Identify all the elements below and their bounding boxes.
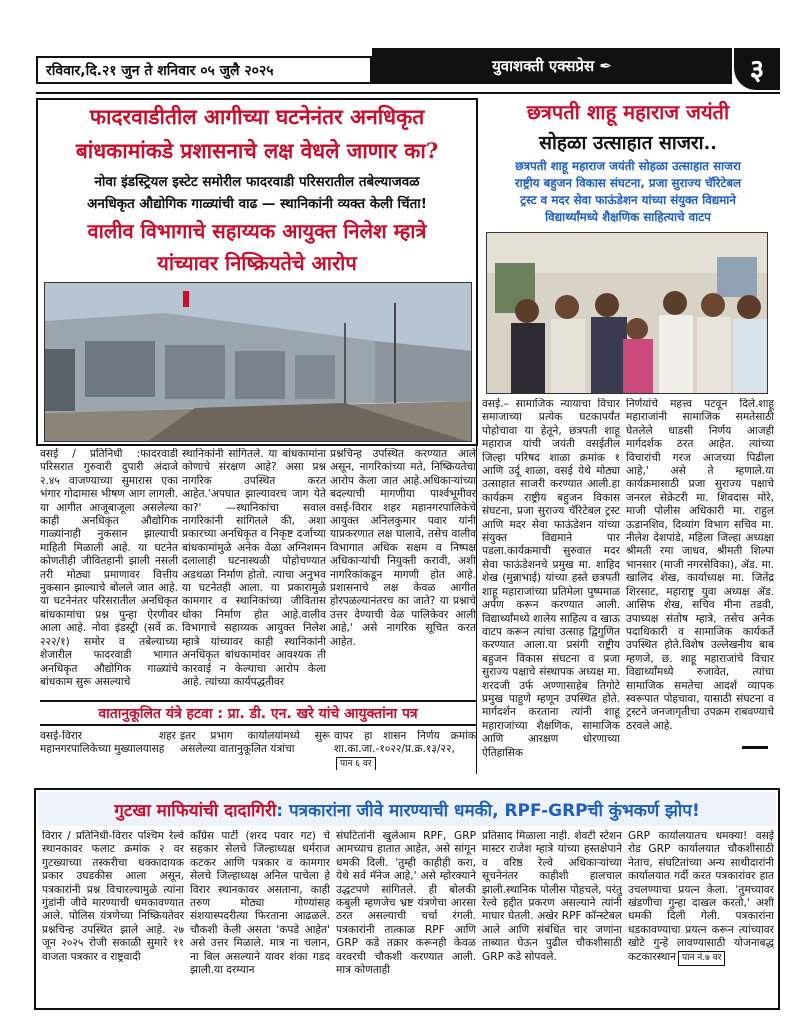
left-subheadline-line1: नोवा इंडस्ट्रियल इस्टेट समोरील फादरवाडी परिसरातील तबेल्याजवळ (94, 174, 420, 190)
left-story-column-3: प्रश्नचिन्ह उपस्थित करण्यात आले असून, नागरिकांच्या मते, निष्क्रियतेचा आरोप केला जात आहे.अधिकाऱ्यांच्या बदल्याची मागणीया पार्श्वभूमीवर वसई-विरार शहर महानगरपालिकेचे आयुक्त अनिलकुमार पवार यांनी याप्रकरणात लक्ष घालावे, तसेच वालीव विभागात अधिक सक्षम व निष्पक्ष अधिकाऱ्यांची नियुक्ती करावी, अशी नागरिकांकडून मागणी होत आहे. प्रशासनाचे लक्ष केवळ आगीत होरपळल्यानंतरच का जाते? या प्रश्नाचे उत्तर देण्याची वेळ पालिकेवर आली आहे,' असे नागरिक सूचित करत आहेत. (330, 448, 476, 648)
ac-story-column-3 (334, 730, 476, 770)
left-headline2-line1: वालीव विभागाचे सहाय्यक आयुक्त निलेश म्हात्रे (87, 219, 427, 243)
right-headline-line2: सोहळा उत्साहात साजरा.. (539, 132, 717, 154)
ac-story-column-3-text: वापर हा शासन निर्णय क्रमांक शा.का.जा.-१०२२/प्र.क्र.१३/२२, (334, 730, 476, 756)
masthead-label: युवाशक्ती एक्सप्रेस (492, 57, 595, 75)
right-story-column-1: वसई.– सामाजिक न्यायाचा विचार समाजाच्या प्रत्येक घटकापर्यंत पोहोचावा या हेतूने, छत्रपती शाहू महाराज यांची जयंती वसईतील जिल्हा परिषद शाळा क्रमांक १ आणि उर्दू शाळा, वसई येथे मोठ्या उत्साहात साजरी करण्यात आली.हा कार्यक्रम राष्ट्रीय बहुजन विकास संघटना, प्रजा सुराज्य चॅरिटेबल ट्रस्ट आणि मदर सेवा फाऊंडेशन यांच्या संयुक्त विद्यमाने पार पडला.कार्यक्रमाची सुरुवात मदर सेवा फाऊंडेशनचे प्रमुख मा. शाहिद शेख (मुन्नाभाई) यांच्या हस्ते छत्रपती शाहू महाराजांच्या प्रतिमेला पुष्पमाळ अर्पण करून करण्यात आली. विद्यार्थ्यांमध्ये शालेय साहित्य व खाऊ वाटप करून त्यांचा उत्साह द्विगुणित करण्यात आला.या प्रसंगी राष्ट्रीय बहुजन विकास संघटना व प्रजा सुराज्य पक्षाचे संस्थापक अध्यक्ष मा. शरदजी उर्फ अण्णासाहेब तिगोटे प्रमुख पाहुणे म्हणून उपस्थित होते. मार्गदर्शन करताना त्यांनी शाहू महाराजांच्या शैक्षणिक, सामाजिक आणि आरक्षण धोरणाच्या ऐतिहासिक (482, 398, 620, 758)
bottom-story-column-5-text: GRP कार्यालयातच धमक्या! वसई रोड GRP कार्यालयात चौकशीसाठी नेताच, संघटितांच्या अन्य साथीदारांनी कार्यालयात गर्दी करत पत्रकारांवर हात उचलण्याचा प्रयत्न केला. 'तुमच्यावर खंडणीचा गुन्हा दाखल करतो,' अशी धमकी दिली गेली. पत्रकारांना धडकावण्याचा प्रयत्न करून त्यांच्यावर खोटे गुन्हे लावण्यासाठी योजनाबद्ध कटकारस्थान (628, 830, 774, 963)
bottom-story-column-3: संघटितांनी खुलेआम RPF, GRP आमच्याच हातात आहेत, असे सांगून धमकी दिली. 'तुम्ही काहीही करा, येथे सर्व मॅनेज आहे,' असे म्होरक्याने उद्धटपणे सांगितले. ही बोलकी कबुली म्हणजेच भ्रष्ट यंत्रणेचा आरसा ठरत असल्याची चर्चा रंगली. पत्रकारांनी तात्काळ RPF आणि GRP कडे तक्रार करूनही केवळ वरवरची चौकशी करण्यात आली. मात्र कोणताही (336, 830, 476, 977)
page-number: ३ (734, 48, 780, 90)
header-rule (36, 92, 780, 94)
bottom-story-column-5 (628, 830, 774, 1006)
right-subheadline-line3: ट्रस्ट व मदर सेवा फाऊंडेशन यांच्या संयुक्त विद्यमाने (520, 193, 736, 207)
bottom-story-column-1: विरार / प्रतिनिधी-विरार पश्चिम रेल्वे स्थानकावर फलाट क्रमांक २ वर गुटख्याच्या तस्करीचा धक्कादायक प्रकार उघडकीस आला असून, पत्रकारांनी प्रश्न विचारल्यामुळे त्यांना गुंडांनी जीवे मारण्याची धमकावण्यात आले. पोलिस यंत्रणेच्या निष्क्रियतेवर प्रश्नचिन्ह उपस्थित झाले आहे. २७ जून २०२५ रोजी सकाळी सुमारे ११ वाजता पत्रकार व राष्ट्रवादी (42, 830, 184, 963)
ac-story-column-1: वसई-विरार शहर महानगरपालिकेच्या मुख्यालयासह (40, 730, 176, 756)
ac-story-headline: वातानुकूलित यंत्रे हटवा : प्रा. डी. एन. खरे यांचे आयुक्तांना पत्र (40, 700, 476, 726)
pen-icon: ✒ (599, 57, 612, 75)
right-subheadline-line2: राष्ट्रीय बहुजन विकास संघटना, प्रजा सुराज्य चॅरिटेबल (514, 176, 742, 190)
bottom-story-column-4: प्रतिसाद मिळाला नाही. शेवटी स्टेशन मास्टर राजेश म्हात्रे यांच्या हस्तक्षेपाने व वरिष्ठ रेल्वे अधिकाऱ्यांच्या सूचनेनंतर काहीशी हालचाल झाली.स्थानिक पोलीस पोहचले, परंतु रेल्वे हद्दीत प्रकरण असल्याने त्यांनी माघार घेतली. अखेर RPF कॉन्स्टेबल आले आणि संबंधित चार जणांना ताब्यात घेऊन पुढील चौकशीसाठी GRP कडे सोपवले. (482, 830, 622, 963)
left-headline2-line2: यांच्यावर निष्क्रियतेचे आरोप (157, 251, 357, 275)
warehouse-photo (44, 282, 472, 442)
event-photo (486, 232, 768, 394)
right-story-column-2: निर्णयांचे महत्त्व पटवून दिले.शाहू महाराजांनी सामाजिक समतेसाठी घेतलेले धाडसी निर्णय आजही मार्गदर्शक ठरत आहेत. त्यांच्या विचारांची गरज आजच्या पिढीला आहे,' असे ते म्हणाले.या कार्यक्रमासाठी प्रजा सुराज्य पक्षाचे जनरल सेक्रेटरी मा. शिवदास मोरे, माजी पोलीस अधिकारी मा. राहुल ऊडानशिव, दिव्यांग विभाग सचिव मा. नीलेश देशपांडे, महिला जिल्हा अध्यक्षा श्रीमती रमा जाधव, श्रीमती शिल्पा भानसार (माजी नगरसेविका), ॲड. मा. खालिद शेख, कार्याध्यक्ष मा. जितेंद्र शिरसाट, महाराष्ट्र युवा अध्यक्ष ॲड. आसिफ शेख, सचिव मीना तडवी, उपाध्यक्ष संतोष म्हात्रे, तसेच अनेक पदाधिकारी व सामाजिक कार्यकर्ते उपस्थित होते.विशेष उल्लेखनीय बाब म्हणजे, छ. शाहू महाराजांचे विचार विद्यार्थ्यांमध्ये रुजावेत, त्यांचा सामाजिक समतेचा आदर्श व्यापक स्वरूपात पोहचावा, यासाठी संघटना व ट्रस्टने जनजागृतीचा उपक्रम राबवण्याचे ठरवले आहे. (626, 398, 774, 732)
bottom-headline (38, 792, 776, 826)
event-photo-graphic (487, 233, 768, 394)
continued-tag: पान नं.७ वर (678, 951, 725, 966)
bottom-story-column-2: काँग्रेस पार्टी (शरद पवार गट) चे सहकार सेलचे जिल्हाध्यक्ष धर्मराज कटकर आणि पत्रकार व कामगार सेलचे जिल्हाध्यक्ष अनिल पाचेला हे विरार स्थानकावर असताना, काही तरुण मोठ्या गोण्यांसह संशयास्पदरीत्या फिरताना आढळले. चौकशी केली असता 'कपडे आहेत' असे उत्तर मिळाले. मात्र ना चलान, ना बिल असल्याने यावर शंका गडद झाली.या दरम्यान (190, 830, 330, 977)
story-end-mark (742, 746, 768, 749)
right-subheadline-line4: विद्यार्थ्यांमध्ये शैक्षणिक साहित्याचे वाटप (545, 210, 711, 224)
left-story-column-1: वसई / प्रतिनिधी :फादरवाडी परिसरात गुरुवारी दुपारी अंदाजे २.४५ वाजण्याच्या सुमारास एका भंगार गोदामास भीषण आग लागली. या आगीत आजूबाजूला असलेल्या काही अनधिकृत औद्योगिक गाळ्यांनाही नुकसान झाल्याची माहिती मिळाली आहे. या घटनेत कोणतीही जीवितहानी झाली नसली तरी मोठ्या प्रमाणावर वित्तीय नुकसान झाल्याचे बोलले जात आहे. या घटनेनंतर परिसरातील अनधिकृत बांधकामांचा प्रश्न पुन्हा ऐरणीवर आला आहे. नोवा इंडस्ट्री (सर्वे क्र. २२२/१) समोर व तबेल्याच्या शेजारील फादरवाडी भागात अनधिकृत औद्योगिक गाळ्यांचे बांधकाम सुरू असल्याचे (40, 448, 178, 688)
bottom-headline-blue: : पत्रकारांना जीवे मारण्याची धमकी, RPF-GRPची कुंभकर्ण झोप! (276, 800, 700, 821)
left-story-column-2: स्थानिकांनी सांगितले. या बांधकामांना कोणाचे संरक्षण आहे? असा प्रश्न नागरिक उपस्थित करत आहेत.'अपघात झाल्यावरच जाग येते का?' —स्थानिकांचा सवाल नागरिकांनी सांगितले की, अशा प्रकारच्या अनधिकृत व निकृष्ट दर्जाच्या बांधकामांमुळे अनेक वेळा अग्निशमन दलालाही घटनास्थळी पोहोचण्यात अडथळा निर्माण होतो. त्याचा अनुभव या घटनेतही आला. या प्रकारामुळे कामगार व स्थानिकांच्या जीवितास धोका निर्माण होत आहे.वालीव विभागाचे सहाय्यक आयुक्त निलेश म्हात्रे यांच्यावर काही स्थानिकांनी अनधिकृत बांधकामांवर आवश्यक ती कारवाई न केल्याचा आरोप केला आहे. त्यांच्या कार्यपद्धतीवर (182, 448, 326, 688)
continued-tag: पान ६ वर (336, 757, 376, 770)
bottom-headline-red: गुटखा माफियांची दादागिरी (114, 800, 277, 821)
left-headline-line2: बांधकामांकडे प्रशासनाचे लक्ष वेधले जाणार का? (75, 138, 439, 163)
warehouse-photo-graphic (45, 283, 472, 442)
column-divider (476, 398, 477, 774)
right-subheadline-line1: छत्रपती शाहू महाराज जयंती सोहळा उत्साहात साजरा (515, 159, 741, 173)
left-subheadline-line2: अनधिकृत औद्योगिक गाळ्यांची वाढ — स्थानिकांनी व्यक्त केली चिंता! (87, 196, 427, 212)
masthead (372, 48, 732, 84)
left-headline-line1: फादरवाडीतील आगीच्या घटनेनंतर अनधिकृत (89, 104, 425, 129)
issue-date: रविवार,दि.२१ जुन ते शनिवार ०५ जुलै २०२५ (36, 56, 372, 84)
right-headline-line1: छत्रपती शाहू महाराज जयंती (526, 100, 730, 124)
ac-story-column-2: इतर प्रभाग कार्यालयांमध्ये सुरू असलेल्या वातानुकूलित यंत्रांचा (180, 730, 330, 756)
